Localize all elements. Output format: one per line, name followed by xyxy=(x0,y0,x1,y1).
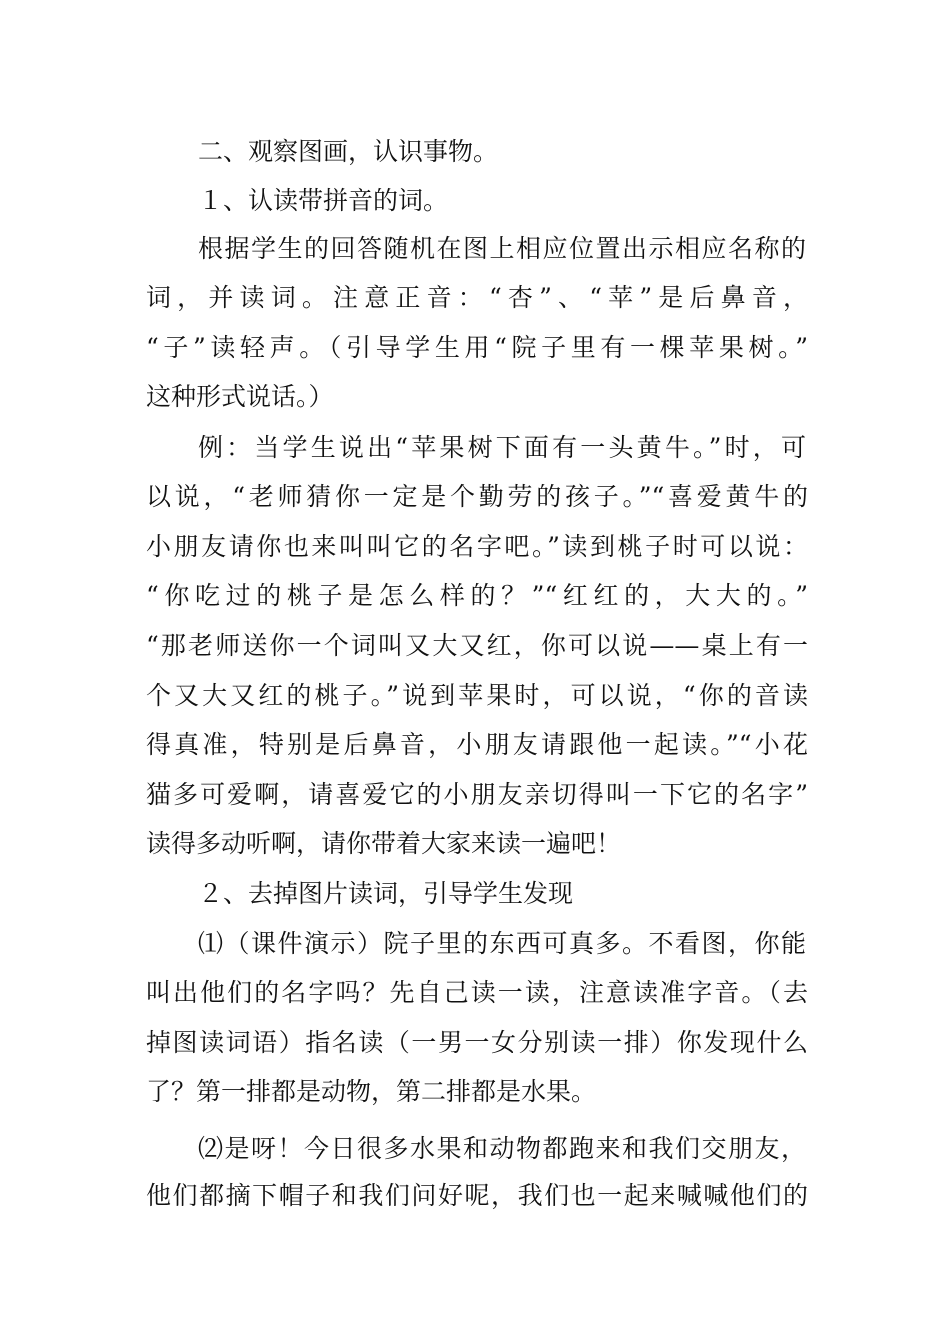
step-1-heading: １、认读带拼音的词。 xyxy=(198,186,449,215)
paragraph-line: 他们都摘下帽子和我们问好呢，我们也一起来喊喊他们的 xyxy=(146,1181,808,1210)
paragraph-line: ⑵是呀！今日很多水果和动物都跑来和我们交朋友， xyxy=(198,1134,806,1163)
paragraph-line: “你吃过的桃子是怎么样的？”“红红的，大大的。” xyxy=(146,581,808,610)
paragraph-line: 小朋友请你也来叫叫它的名字吧。”读到桃子时可以说： xyxy=(146,532,808,561)
step-2-heading: ２、去掉图片读词，引导学生发现 xyxy=(198,879,574,908)
paragraph-line: ⑴（课件演示）院子里的东西可真多。不看图，你能 xyxy=(198,929,806,958)
paragraph-line: 猫多可爱啊，请喜爱它的小朋友亲切得叫一下它的名字” xyxy=(146,780,808,809)
paragraph-line: “子”读轻声。（引导学生用“院子里有一棵苹果树。” xyxy=(146,333,808,362)
section-heading-observe: 二、观察图画，认识事物。 xyxy=(198,137,499,166)
paragraph-line: 这种形式说话。） xyxy=(146,382,334,411)
paragraph-line: 例：当学生说出“苹果树下面有一头黄牛。”时，可 xyxy=(198,433,806,462)
paragraph-line: 叫出他们的名字吗？先自己读一读，注意读准字音。（去 xyxy=(146,978,808,1007)
paragraph-line: 词，并读词。注意正音：“杏”、“苹”是后鼻音， xyxy=(146,283,808,312)
paragraph-line: 掉图读词语）指名读（一男一女分别读一排）你发现什么 xyxy=(146,1028,808,1057)
paragraph-line: 以说，“老师猜你一定是个勤劳的孩子。”“喜爱黄牛的 xyxy=(146,482,808,511)
paragraph-line: “那老师送你一个词叫又大又红，你可以说——桌上有一 xyxy=(146,631,808,660)
paragraph-line: 根据学生的回答随机在图上相应位置出示相应名称的 xyxy=(198,234,806,263)
paragraph-line: 了？第一排都是动物，第二排都是水果。 xyxy=(146,1077,597,1106)
paragraph-line: 个又大又红的桃子。”说到苹果时，可以说，“你的音读 xyxy=(146,681,808,710)
paragraph-line: 得真准，特别是后鼻音，小朋友请跟他一起读。”“小花 xyxy=(146,730,808,759)
paragraph-line: 读得多动听啊，请你带着大家来读一遍吧！ xyxy=(146,829,622,858)
